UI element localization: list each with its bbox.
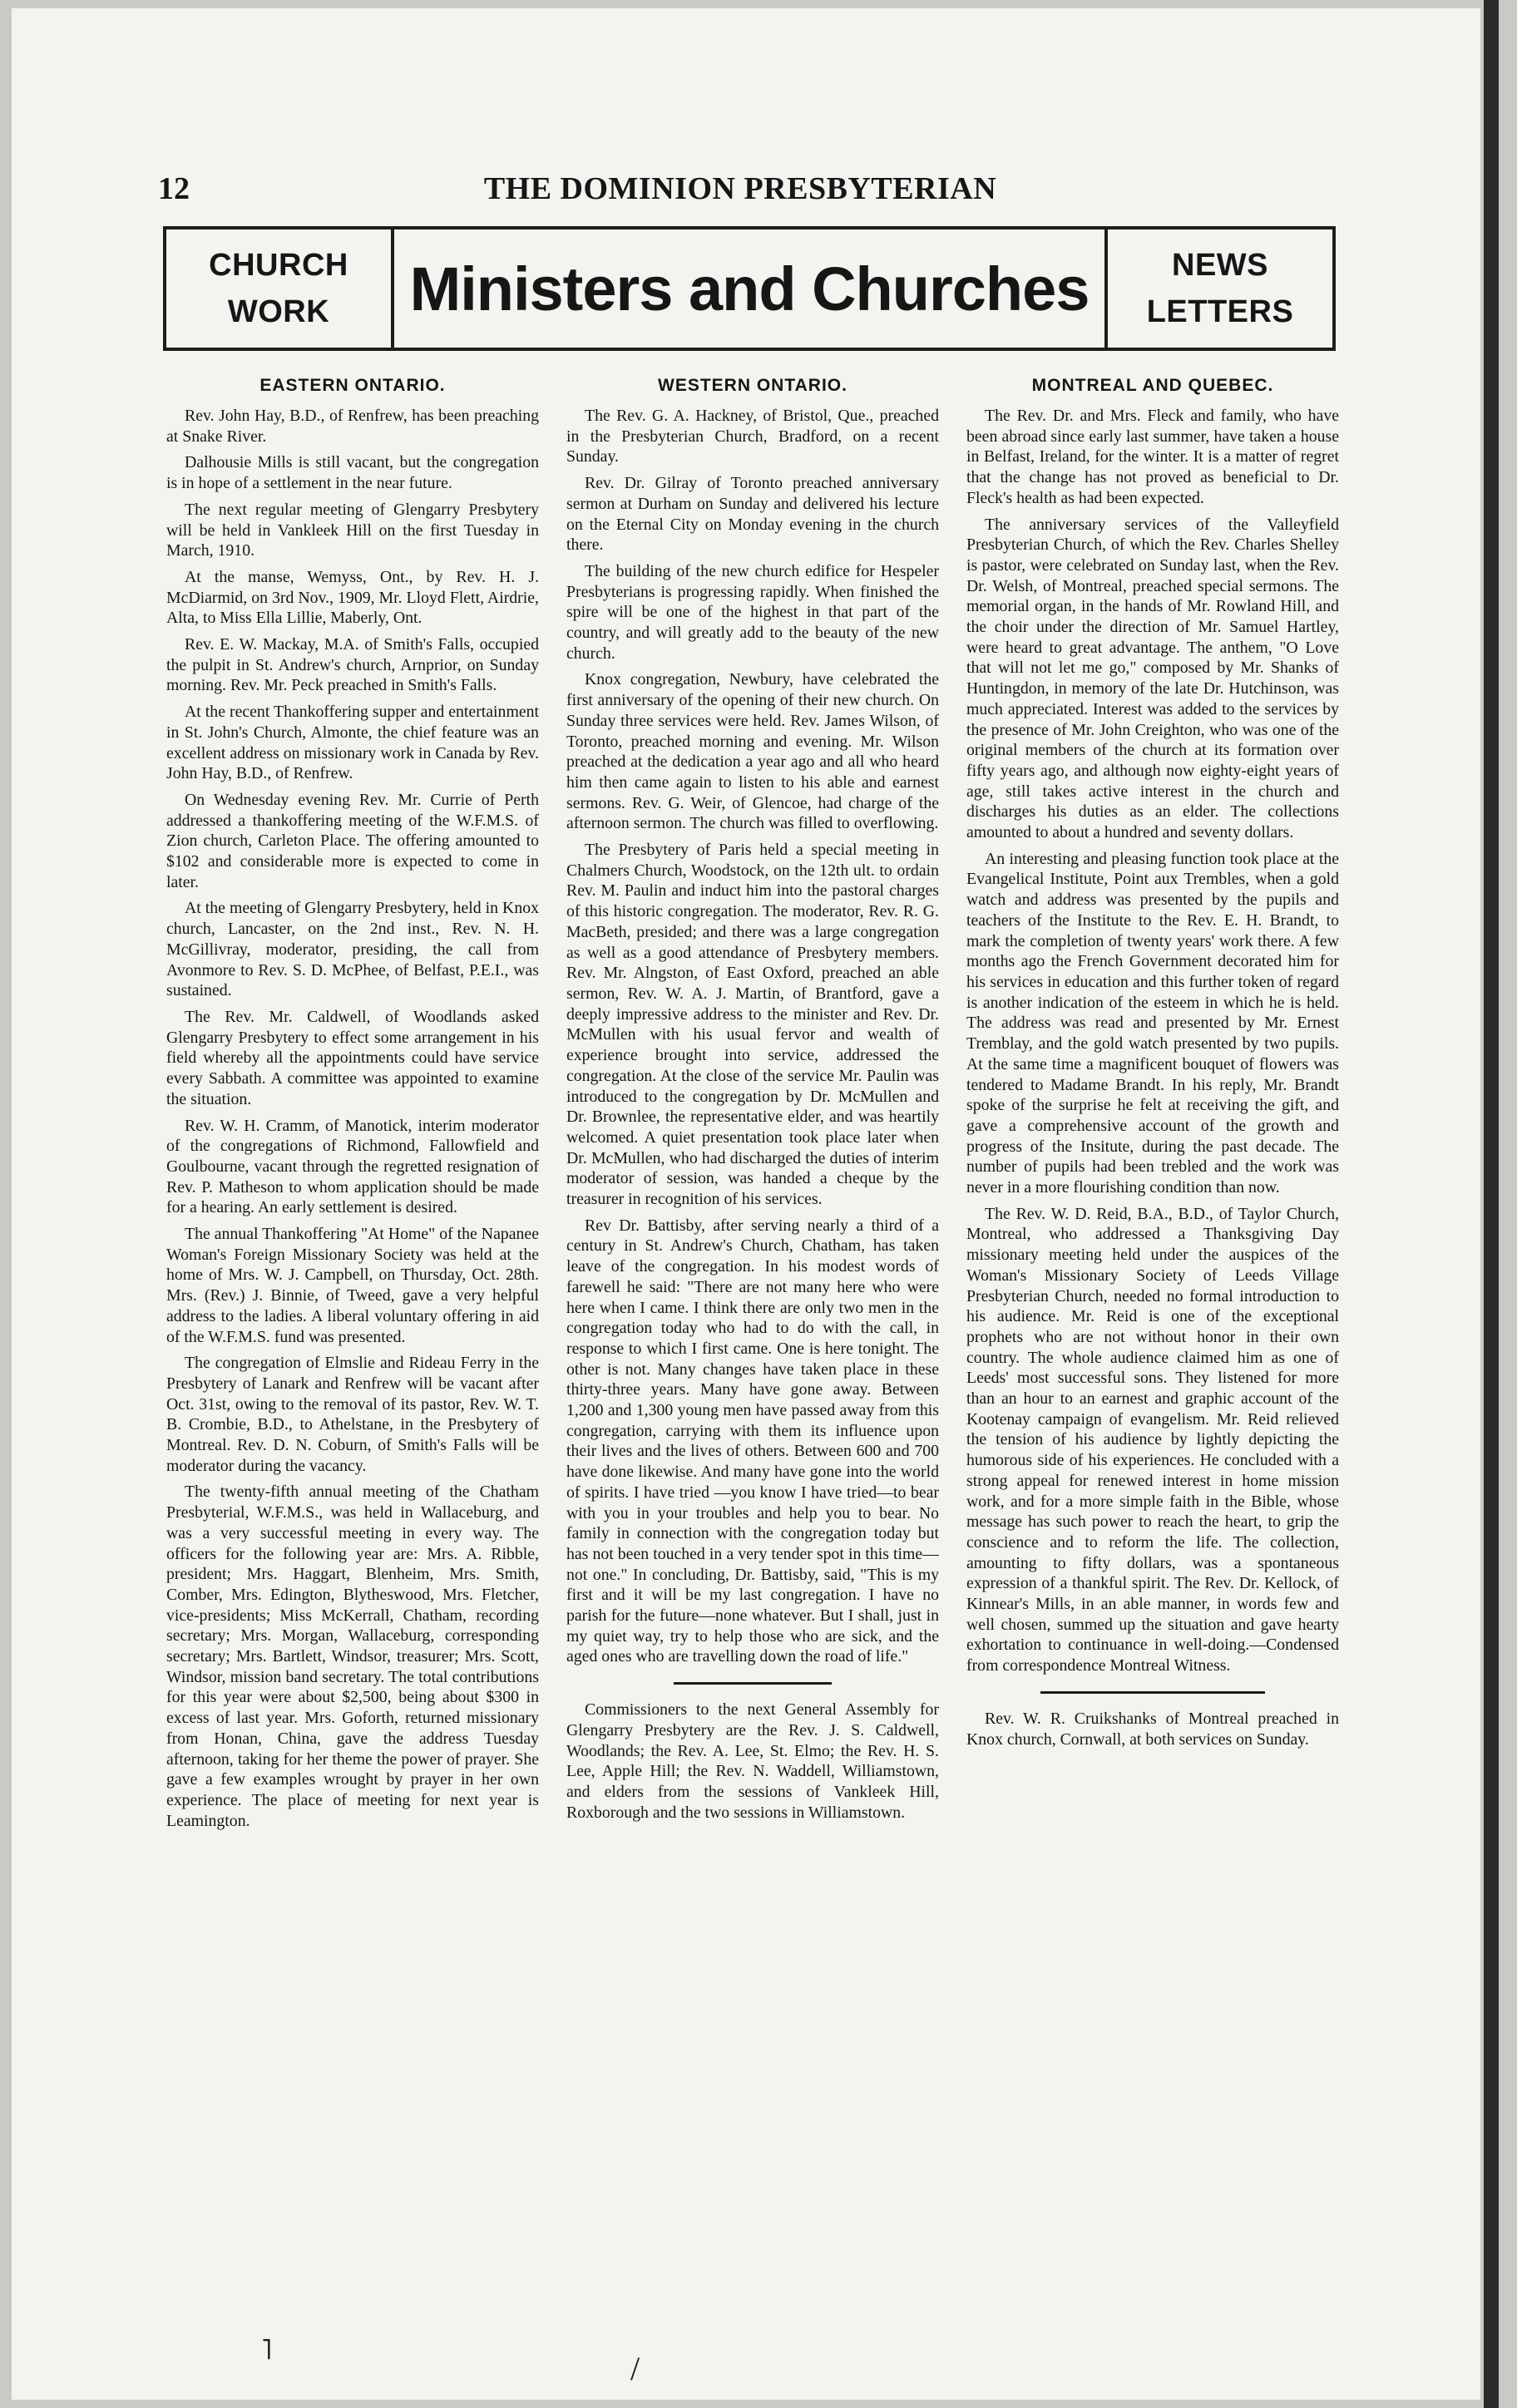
masthead-right-line2: LETTERS bbox=[1146, 294, 1294, 329]
news-item: The congregation of Elmslie and Rideau Ferry in the Presbytery of Lanark and Renfrew will be vacant after Oct. 31st, owing to the removal of its pastor, Rev. W. T. B. Crombie, B.D., to Athelstane, in the Presbytery of Montreal. Rev. D. N. Coburn, of Smith's Falls will be moderator during the vacancy. bbox=[166, 1354, 539, 1475]
news-item: Dalhousie Mills is still vacant, but the congregation is in hope of a settlement in the near future. bbox=[166, 453, 539, 493]
masthead-right-box bbox=[1104, 229, 1332, 348]
news-item: Rev. John Hay, B.D., of Renfrew, has been preaching at Snake River. bbox=[166, 407, 539, 446]
news-item: The annual Thankoffering "At Home" of the Napanee Woman's Foreign Missionary Society was held at the home of Mrs. W. J. Campbell, on Thursday, Oct. 28th. Mrs. (Rev.) J. Binnie, of Tweed, gave a very helpful address to the ladies. A liberal voluntary offering in aid of the W.F.M.S. fund was presented. bbox=[166, 1225, 539, 1346]
ink-mark: / bbox=[630, 2350, 640, 2387]
news-item: An interesting and pleasing function took place at the Evangelical Institute, Point aux Trembles, when a gold watch and address was presented by the pupils and teachers of the Institute to the Rev. E. H. Brandt, to mark the completion of twenty years' work there. A few months ago the French Government decorated him for his services in education and this further token of regard is another indication of the esteem in which he is held. The address was read and presented by Mr. Ernest Tremblay, and the gold watch presented by two pupils. At the same time a magnificent bouquet of flowers was tendered to Madame Brandt. In his reply, Mr. Brandt spoke of the surprise he felt at receiving the gift, and gave a comprehensive account of the growth and progress of the Insitute, during the past decade. The number of pupils had been trebled and the work was never in a more flourishing condition than now. bbox=[966, 849, 1339, 1197]
news-item: Rev. W. R. Cruikshanks of Montreal preached in Knox church, Cornwall, at both services on Sunday. bbox=[966, 1709, 1339, 1749]
news-item: The next regular meeting of Glengarry Presbytery will be held in Vankleek Hill on the first Tuesday in March, 1910. bbox=[166, 500, 539, 560]
page-number: 12 bbox=[158, 171, 190, 206]
news-item: The Rev. Dr. and Mrs. Fleck and family, who have been abroad since early last summer, have taken a house in Belfast, Ireland, for the winter. It is a matter of regret that the change has not proved as beneficial to Dr. Fleck's health as had been expected. bbox=[966, 407, 1339, 507]
column-montreal-quebec bbox=[966, 376, 1339, 2180]
binding-edge bbox=[1484, 0, 1499, 2408]
masthead-right-line1: NEWS bbox=[1172, 248, 1268, 283]
news-item: At the meeting of Glengarry Presbytery, held in Knox church, Lancaster, on the 2nd inst., Rev. N. H. McGillivray, moderator, presiding, the call from Avonmore to Rev. S. D. McPhee, of Belfast, P.E.I., was sustained. bbox=[166, 899, 539, 1000]
page-header bbox=[150, 170, 1331, 212]
news-item: The Rev. W. D. Reid, B.A., B.D., of Taylor Church, Montreal, who addressed a Thanksgiving Day missionary meeting held under the auspices of the Woman's Missionary Society of Leeds Village Presbyterian Church, needed no formal introduction to his audience. Mr. Reid is one of the exceptional prophets who are not without honor in their own country. The whole audience claimed him as one of Leeds' most successful sons. They listened for more than an hour to an earnest and graphic account of the Kootenay campaign of evangelism. Mr. Reid relieved the tension of his audience by lightly depicting the humorous side of his experiences. He concluded with a strong appeal for renewed interest in home mission work, and for a more simple faith in the Bible, whose message has such power to reach the heart, to grip the conscience and to reform the life. The collection, amounting to fifty dollars, was a spontaneous expression of a thankful spirit. The Rev. Dr. Kellock, of Kinnear's Mills, in an able manner, in words few and well chosen, summed up the situation and gave hearty exhortation to continuance in well-doing.—Condensed from correspondence Montreal Witness. bbox=[966, 1204, 1339, 1675]
news-item: Knox congregation, Newbury, have celebrated the first anniversary of the opening of their new church. On Sunday three services were held. Rev. James Wilson, of Toronto, preached morning and evening. Mr. Wilson preached at the dedication a year ago and all who heard him then came again to listen to his able and earnest sermons. Rev. G. Weir, of Glencoe, had charge of the afternoon sermon. The church was filled to overflowing. bbox=[566, 670, 939, 833]
column-western-ontario bbox=[566, 376, 939, 2180]
news-item: Rev Dr. Battisby, after serving nearly a third of a century in St. Andrew's Church, Chatham, has taken leave of the congregation. In his modest words of farewell he said: "There are not many here who were here when I came. I think there are only two men in the congregation today who had to do with the call, in response to which I first came. One is here tonight. The other is not. Many changes have taken place in these thirty-three years. Many have gone away. Between 1,200 and 1,300 young men have passed away from this congregation, carrying with them its influence upon their lives and the lives of others. Between 600 and 700 have done likewise. And many have gone into the world of spirits. I have tried —you know I have tried—to bear with you in your troubles and help you to bear. No family in connection with the congregation today but has not been touched in a very tender spot in this time—not one." In concluding, Dr. Battisby, said, "This is my first and it will be my last congregation. I have no parish for the future—none whatever. But I shall, just in my quiet way, try to help those who are sick, and the aged ones who are travelling down the road of life." bbox=[566, 1216, 939, 1666]
news-item: The Rev. G. A. Hackney, of Bristol, Que., preached in the Presbyterian Church, Bradford, on a recent Sunday. bbox=[566, 407, 939, 466]
news-item: Rev. E. W. Mackay, M.A. of Smith's Falls, occupied the pulpit in St. Andrew's church, Arnprior, on Sunday morning. Rev. Mr. Peck preached in Smith's Falls. bbox=[166, 635, 539, 695]
news-item: The Presbytery of Paris held a special meeting in Chalmers Church, Woodstock, on the 12th ult. to ordain Rev. M. Paulin and induct him into the pastoral charges of this historic congregation. The moderator, Rev. R. G. MacBeth, presided; and there was a large congregation as well as a good attendance of Presbytery members. Rev. Mr. Alngston, of East Oxford, preached an able sermon, Rev. W. A. J. Martin, of Brantford, gave a deeply impressive address to the minister and Rev. Dr. McMullen with his usual fervor and wealth of experience brought into service, addressed the congregation. At the close of the service Mr. Paulin was introduced to the congregation by Dr. McMullen and Dr. Brownlee, the representative elder, and was heartily welcomed. A quiet presentation took place later when Dr. McMullen, who had discharged the duties of interim moderator of session, was handed a cheque by the treasurer in recognition of his services. bbox=[566, 841, 939, 1209]
masthead-left-line1: CHURCH bbox=[209, 248, 348, 283]
news-item: On Wednesday evening Rev. Mr. Currie of Perth addressed a thankoffering meeting of the W.F.M.S. of Zion church, Carleton Place. The offering amounted to $102 and considerable more is expected to come in later. bbox=[166, 790, 539, 891]
masthead-left-box bbox=[166, 229, 394, 348]
news-item: At the recent Thankoffering supper and entertainment in St. John's Church, Almonte, the chief feature was an excellent address on missionary work in Canada by Rev. John Hay, B.D., of Renfrew. bbox=[166, 703, 539, 783]
news-item: Rev. W. H. Cramm, of Manotick, interim moderator of the congregations of Richmond, Fallowfield and Goulbourne, vacant through the regretted resignation of Rev. P. Matheson to whom application should be made for a hearing. An early settlement is desired. bbox=[166, 1116, 539, 1217]
masthead-title: Ministers and Churches bbox=[409, 254, 1090, 323]
column-heading: MONTREAL AND QUEBEC. bbox=[1031, 376, 1274, 395]
news-item: The twenty-fifth annual meeting of the Chatham Presbyterial, W.F.M.S., was held in Wallaceburg, and was a very successful meeting in every way. The officers for the following year are: Mrs. A. Ribble, president; Mrs. Haggart, Blenheim, Mrs. Smith, Comber, Mrs. Edington, Blytheswood, Mrs. Fletcher, vice-presidents; Miss McKerrall, Chatham, recording secretary; Mrs. Morgan, Wallaceburg, corresponding secretary; Mrs. Bartlett, Windsor, treasurer; Mrs. Scott, Windsor, mission band secretary. The total contributions for this year were about $2,500, being about $300 in excess of last year. Mrs. Goforth, returned missionary from Honan, China, gave the address Tuesday afternoon, taking for her theme the power of prayer. She gave a few examples wrought by prayer in her own experience. The place of meeting for next year is Leamington. bbox=[166, 1483, 539, 1830]
news-item: At the manse, Wemyss, Ont., by Rev. H. J. McDiarmid, on 3rd Nov., 1909, Mr. Lloyd Flett, Airdrie, Alta, to Miss Ella Lillie, Maberly, Ont. bbox=[166, 567, 539, 628]
ink-mark: ˥ bbox=[261, 2335, 273, 2366]
publication-title: THE DOMINION PRESBYTERIAN bbox=[483, 171, 997, 206]
news-columns bbox=[166, 376, 1339, 2180]
news-item: Commissioners to the next General Assembly for Glengarry Presbytery are the Rev. J. S. Caldwell, Woodlands; the Rev. A. Lee, St. Elmo; the Rev. H. S. Lee, Apple Hill; the Rev. N. Waddell, Williamstown, and elders from the sessions of Vankleek Hill, Roxborough and the two sessions in Williamstown. bbox=[566, 1700, 939, 1822]
column-eastern-ontario bbox=[166, 376, 539, 2180]
column-divider-rule bbox=[674, 1682, 832, 1685]
news-item: Rev. Dr. Gilray of Toronto preached anniversary sermon at Durham on Sunday and delivered his lecture on the Eternal City on Monday evening in the church there. bbox=[566, 474, 939, 555]
column-divider-rule bbox=[1040, 1691, 1265, 1694]
column-heading: WESTERN ONTARIO. bbox=[658, 376, 847, 395]
news-item: The building of the new church edifice for Hespeler Presbyterians is progressing rapidly. When finished the spire will be one of the highest in that part of the country, and will greatly add to the beauty of the new church. bbox=[566, 561, 939, 663]
news-item: The Rev. Mr. Caldwell, of Woodlands asked Glengarry Presbytery to effect some arrangement in his field whereby all the appointments could have service every Sabbath. A committee was appointed to examine the situation. bbox=[166, 1007, 539, 1108]
column-heading: EASTERN ONTARIO. bbox=[259, 376, 446, 395]
masthead-left-line2: WORK bbox=[227, 294, 330, 329]
section-masthead bbox=[163, 226, 1336, 351]
news-item: The anniversary services of the Valleyfield Presbyterian Church, of which the Rev. Charles Shelley is pastor, were celebrated on Sunday last, when the Rev. Dr. Welsh, of Montreal, preached special sermons. The memorial organ, in the hands of Mr. Rowland Hill, and the choir under the direction of Mr. Samuel Hartley, were heard to great advantage. The anthem, "O Love that will not let me go," composed by Mr. Shanks of Huntingdon, in memory of the late Dr. Hutchinson, was much appreciated. Interest was added to the services by the presence of Mr. John Creighton, who was one of the original members of the church at its formation over fifty years ago, and although now eighty-eight years of age, still takes active interest in the church and discharges his duties as an elder. The collections amounted to about a hundred and seventy dollars. bbox=[966, 515, 1339, 842]
